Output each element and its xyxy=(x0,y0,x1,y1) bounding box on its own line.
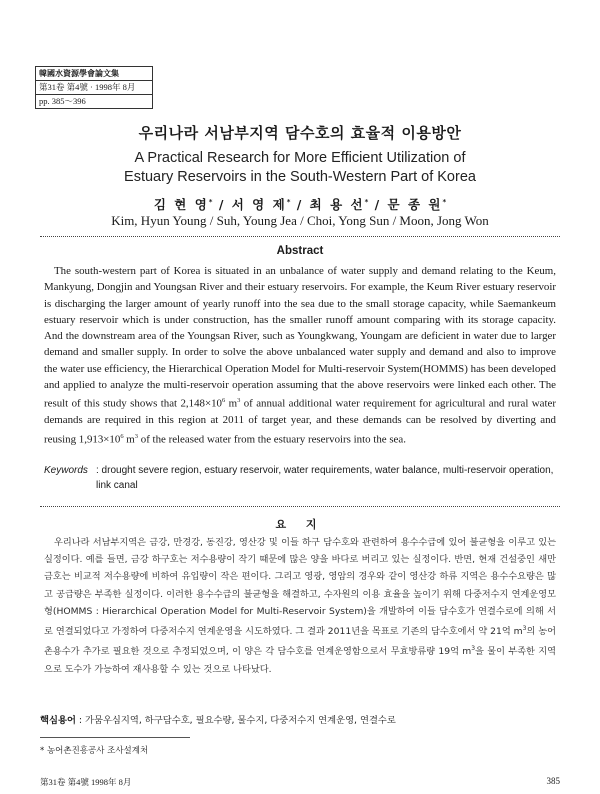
keywords xyxy=(44,463,556,493)
author-korean-3: 최 용 선 xyxy=(309,197,365,212)
journal-name: 韓國水資源學會論文集 xyxy=(36,67,152,81)
author-separator: / xyxy=(212,197,232,212)
footnote-divider xyxy=(40,737,190,738)
title-english-line2: Estuary Reservoirs in the South-Western Part of Korea xyxy=(124,169,476,185)
page-number: 385 xyxy=(546,776,560,786)
title-korean: 우리나라 서남부지역 담수호의 효율적 이용방안 xyxy=(138,124,462,142)
journal-info-box xyxy=(35,66,153,109)
divider-dotted-top xyxy=(40,236,560,237)
author-korean-4: 문 종 원 xyxy=(387,197,443,212)
authors-english: Kim, Hyun Young / Suh, Young Jea / Choi, Yong Sun / Moon, Jong Won xyxy=(111,213,489,228)
keywords-label: Keywords xyxy=(44,465,88,476)
abstract-heading: Abstract xyxy=(276,245,324,257)
footer-journal-issue: 第31卷 第4號 1998年 8月 xyxy=(40,777,132,787)
authors-korean xyxy=(0,195,600,213)
title-english-line1: A Practical Research for More Efficient Utilization of xyxy=(134,150,466,166)
journal-pages: pp. 385～396 xyxy=(39,96,86,106)
keywords-korean-text: : 가뭄우심지역, 하구담수호, 필요수량, 물수지, 다중저수지 연계운영, 연결수로 xyxy=(75,715,396,726)
footnote-affiliation: * 농어촌진흥공사 조사설계처 xyxy=(40,746,149,756)
keywords-korean xyxy=(40,712,560,726)
keywords-korean-label: 핵심용어 xyxy=(40,715,76,726)
keywords-text: : drought severe region, estuary reservoir, water requirements, water balance, multi-reservoir operation, link canal xyxy=(96,465,554,491)
author-separator: / xyxy=(368,197,388,212)
author-marker: * xyxy=(208,197,213,206)
author-korean-2: 서 영 제 xyxy=(231,197,287,212)
author-marker: * xyxy=(442,197,447,206)
summary-text: 우리나라 서남부지역은 금강, 만경강, 동진강, 영산강 및 이들 하구 담수호와 관련하여 용수수급에 있어 불균형을 이루고 있는 실정이다. 예를 들면, 금강 하구호는 저수용량이 작기 때문에 많은 양을 바다로 버리고 있는 실정이다. 반면, 현재 건설중인 새만금호는 비교적 저수용량에 비하여 유입량이 작은 편이다. 그리고 영광, 영암의 경우와 같이 영산강 하류 지역은 용수수요량은 많고 공급량은 부족한 실정이다. 이러한 용수수급의 불균형을 해결하고, 수자원의 이용 효율을 높이기 위해 다중저수지 연계운영모형(HOMMS : Hierarchical Operation Model for Multi-Reservoir System)을 개발하여 이들 담수호가 연결수로에 의해 서로 연결되었다고 가정하여 다중저수지 연계운영을 시도하였다. 그 결과 2011년을 목표로 기존의 담수호에서 약 21억 $m^3$의 농어촌용수가 추가로 필요한 것으로 추정되었으며, 이 양은 각 담수호를 연계운영함으로서 무효방류량 19억 $m^3$을 물이 부족한 지역으로 도수가 가능하여 재사용할 수 있는 것으로 나타났다. xyxy=(44,537,557,675)
summary-heading: 요 지 xyxy=(275,518,325,531)
author-marker: * xyxy=(364,197,369,206)
author-korean-1: 김 현 영 xyxy=(153,197,209,212)
author-separator: / xyxy=(290,197,310,212)
abstract-text: The south-western part of Korea is situated in an unbalance of water supply and demand relating to the Keum, Mankyung, Dongjin and Youngsan River and their estuary reservoirs. For example, the Keum River estuary reservoir is discharging the larger amount of yearly runoff into the sea due to the small storage capacity, while Saemankeum estuary reservoir which is under construction, has the smaller runoff amount comparing with its storage capacity. And the downstream area of the Youngsan River, such as Youngkwang, Youngam are deficient in water due to larger demand and smaller supply. In order to solve the above unbalanced water supply and demand and also to improve the water use efficiency, the Hierarchical Operation Model for Multi-reservoir System(HOMMS) has been developed and applied to analyze the multi-reservoir operation assuming that the above reservoirs were linked each other. The result of this study shows that $2,148\times 10^6$ $m^3$ of annual additional water requirement for agricultural and rural water demands are required in this region at 2011 of target year, and these demands can be resolved by diverting and reusing $1,913\times 10^6$ $m^3$ of the released water from the estuary reservoirs into the sea. xyxy=(44,265,556,446)
author-marker: * xyxy=(286,197,291,206)
journal-volume: 第31卷 第4號 · 1998年 8月 xyxy=(36,81,152,95)
divider-dotted-middle xyxy=(40,506,560,507)
